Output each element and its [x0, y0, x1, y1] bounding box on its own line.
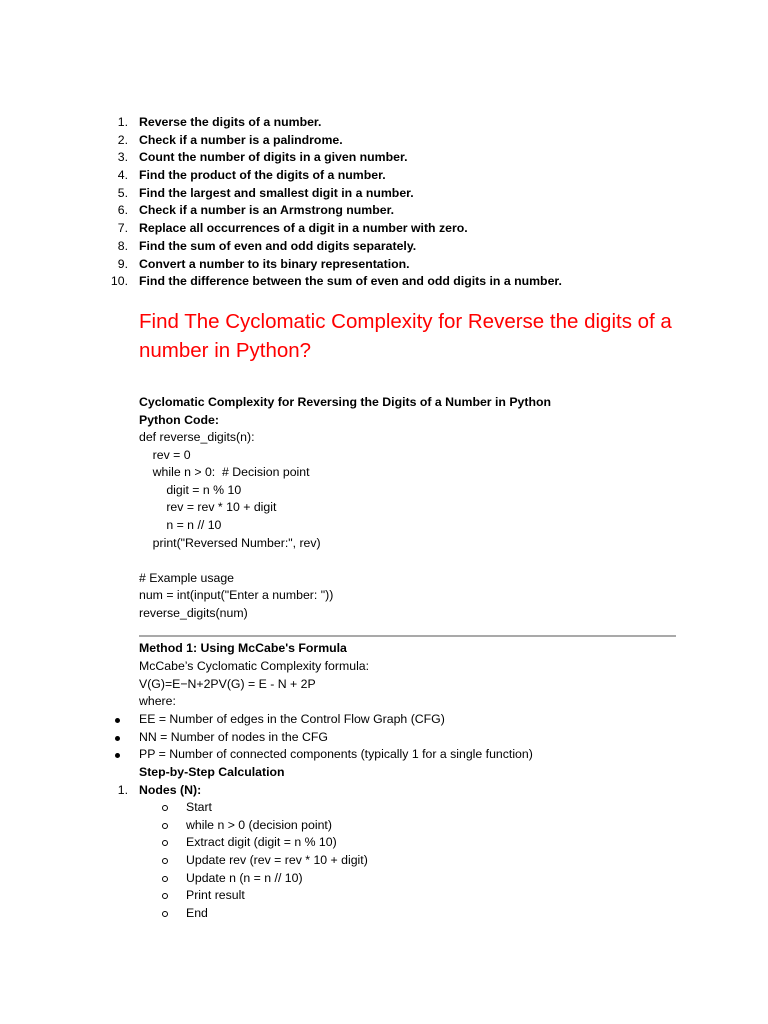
- circle-bullet-icon: [162, 876, 168, 882]
- code-line: print("Reversed Number:", rev): [139, 536, 321, 550]
- list-item: 7. Replace all occurrences of a digit in a number with zero.: [117, 221, 468, 236]
- circle-bullet-icon: [162, 911, 168, 917]
- code-line: digit = n % 10: [139, 483, 242, 497]
- code-label: Python Code:: [139, 413, 219, 427]
- circle-bullet-icon: [162, 823, 168, 829]
- list-item: 10. Find the difference between the sum of even and odd digits in a number.: [110, 274, 562, 289]
- code-line: # Example usage: [139, 571, 235, 585]
- circle-bullet-icon: [162, 893, 168, 899]
- bullet-icon: [115, 718, 120, 723]
- section-title: Cyclomatic Complexity for Reversing the Digits of a Number in Python: [139, 395, 552, 409]
- list-item: 5. Find the largest and smallest digit in a number.: [117, 185, 414, 200]
- problem-list: [100, 114, 720, 291]
- code-line: rev = 0: [139, 448, 191, 462]
- list-item: 3. Count the number of digits in a given number.: [117, 150, 408, 165]
- method-intro: McCabe’s Cyclomatic Complexity formula:: [139, 659, 370, 673]
- list-item: 1. Nodes (N):: [117, 783, 202, 797]
- horizontal-divider: [139, 635, 676, 637]
- list-item: 6. Check if a number is an Armstrong number.: [117, 203, 395, 218]
- bullet-icon: [115, 753, 120, 758]
- list-item: 1. Reverse the digits of a number.: [117, 115, 322, 129]
- list-item: 4. Find the product of the digits of a number.: [117, 168, 386, 183]
- code-line: while n > 0: # Decision point: [139, 465, 310, 479]
- method-title: Method 1: Using McCabe's Formula: [139, 641, 347, 655]
- circle-bullet-icon: [162, 858, 168, 864]
- code-line: rev = rev * 10 + digit: [139, 500, 277, 514]
- code-line: def reverse_digits(n):: [139, 430, 255, 444]
- list-item: 8. Find the sum of even and odd digits separately.: [117, 238, 417, 253]
- list-item: 9. Convert a number to its binary representation.: [117, 256, 410, 271]
- circle-bullet-icon: [162, 840, 168, 846]
- formula: V(G)=E−N+2PV(G) = E - N + 2P: [139, 677, 316, 691]
- circle-bullet-icon: [162, 805, 168, 811]
- step-title: Step-by-Step Calculation: [139, 765, 285, 779]
- code-line: num = int(input("Enter a number: ")): [139, 588, 334, 602]
- bullet-icon: [115, 736, 120, 741]
- code-line: reverse_digits(num): [139, 606, 248, 620]
- code-line: n = n // 10: [139, 518, 222, 532]
- page-heading: Find The Cyclomatic Complexity for Reverse the digits of a number in Python?: [139, 310, 672, 362]
- where-label: where:: [139, 694, 176, 708]
- list-item: 2. Check if a number is a palindrome.: [117, 132, 343, 147]
- document-page: 1. Reverse the digits of a number. 2. Check if a number is a palindrome. 3. Count the number of digits in a given number. 4. Find the product of the digits of a number. 5. Find the largest and smallest digit in a number. 6. Check if a number is an Armstrong number. 7. Replace all occurrences of a digit in a number with zero. 8. Find the sum of even and odd digits separately. 9. Convert a number to its binary representation. 10. Find the difference between the sum of even and odd digits in a number. Find The Cyclomatic Complexity for Reverse the digits of a number in Python? Cyclomatic Complexity for Reversing the Digits of a Number in Python Python Code: def reverse_digits(n): rev = 0 while n > 0: # Decision point digit = n % 10 rev = rev * 10 + digit n = n // 10 print("Reversed Number:", rev) # Example usage num = int(input("Enter a number: ")) reverse_digits(num) Method 1: Using McCabe's Formula McCabe’s Cyclomatic Complexity formula: V(G)=E−N+2PV(G) = E - N + 2P where: EE = Number of edges in the Control Flow Graph (CFG) NN = Number of nodes in the CFG PP = Number of connected components (typically 1 for a single function) Step-by-Step Calculation 1. Nodes (N): Start while n > 0 (decision point) Extract digit (digit = n % 10) Update rev (rev = rev * 10 + digit) Update n (n = n // 10) Print result End: [0, 0, 768, 1024]
